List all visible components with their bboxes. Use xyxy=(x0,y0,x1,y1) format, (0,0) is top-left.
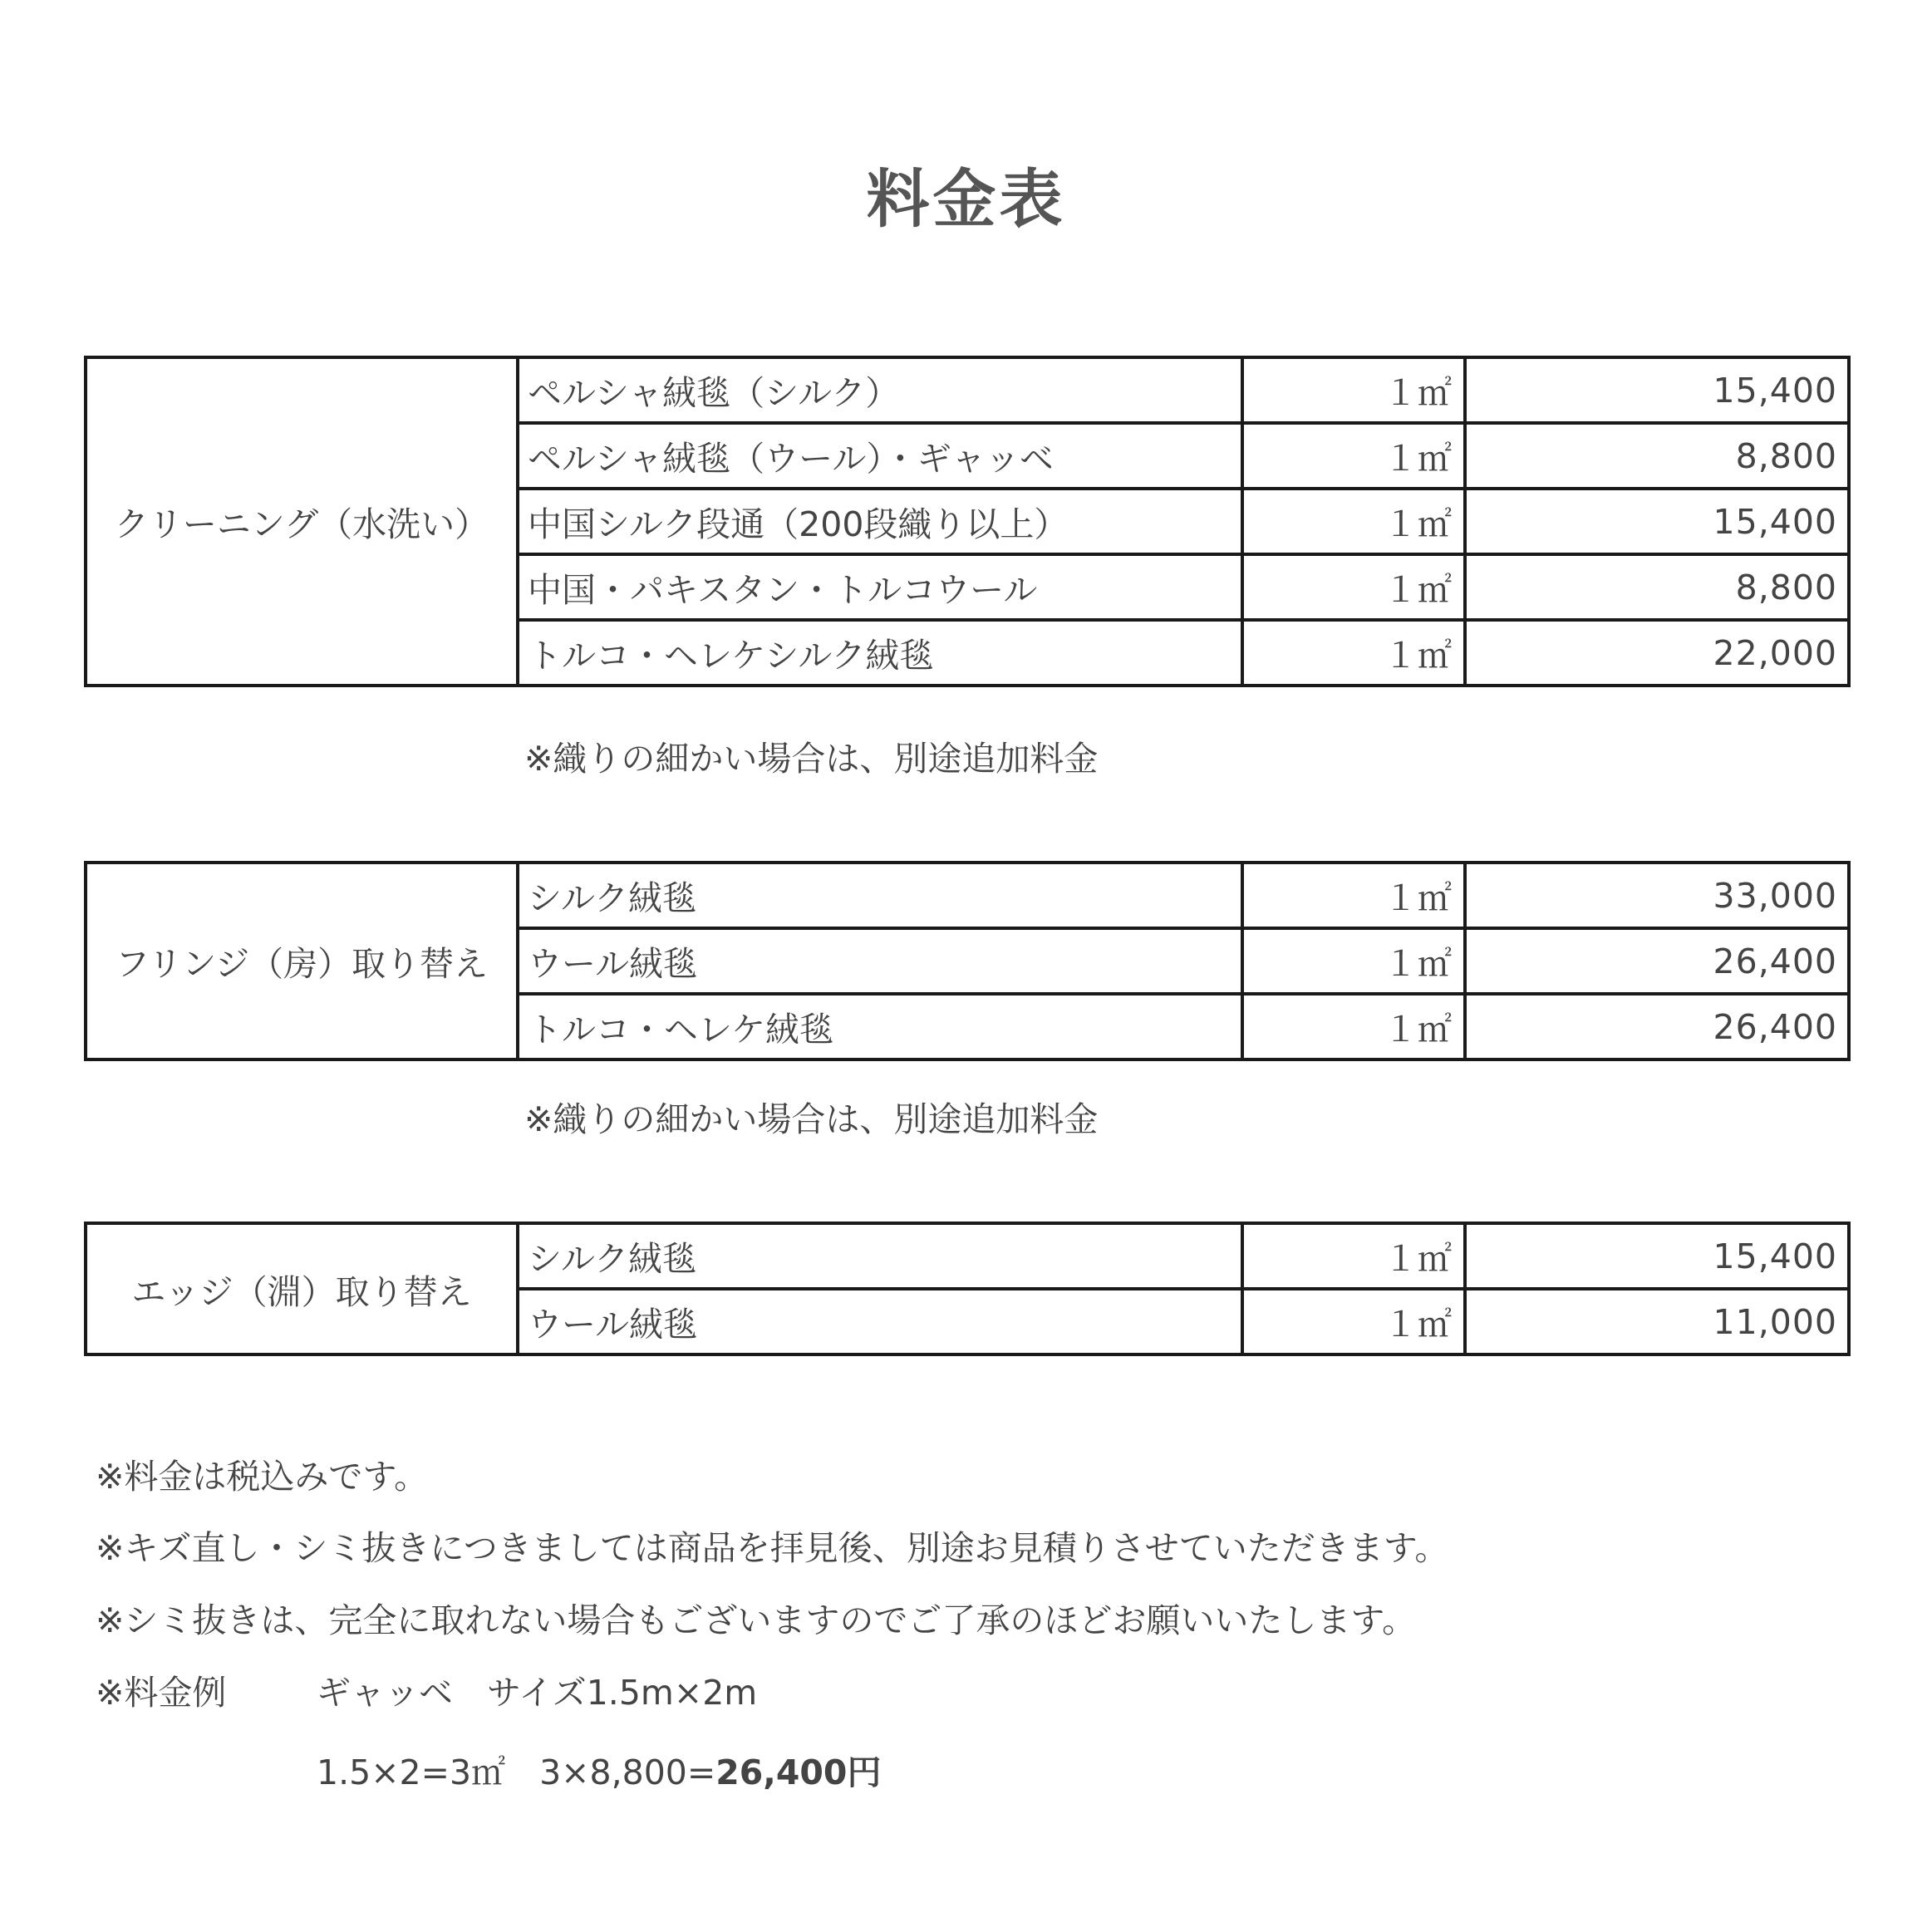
price-cell: 8,800 xyxy=(1465,554,1849,620)
category-cell: クリーニング（水洗い） xyxy=(86,357,518,686)
item-cell: シルク絨毯 xyxy=(518,1223,1242,1289)
footnote-repair: ※キズ直し・シミ抜きにつきましては商品を拝見後、別途お見積りさせていただきます。 xyxy=(96,1528,1449,1568)
unit-cell: １㎡ xyxy=(1242,554,1465,620)
table-row xyxy=(86,863,1849,928)
unit-cell: １㎡ xyxy=(1242,357,1465,423)
price-table-edge xyxy=(84,1222,1851,1356)
footnote-stain: ※シミ抜きは、完全に取れない場合もございますのでご了承のほどお願いいたします。 xyxy=(96,1600,1417,1640)
unit-cell: １㎡ xyxy=(1242,863,1465,928)
page-title: 料金表 xyxy=(866,162,1066,236)
price-cell: 8,800 xyxy=(1465,423,1849,489)
example-description: ギャッベ サイズ1.5m×2m xyxy=(317,1673,758,1713)
table-row xyxy=(86,357,1849,423)
category-cell: フリンジ（房）取り替え xyxy=(86,863,518,1059)
item-cell: ペルシャ絨毯（ウール）・ギャッベ xyxy=(518,423,1242,489)
price-cell: 11,000 xyxy=(1465,1289,1849,1354)
price-cell: 26,400 xyxy=(1465,994,1849,1059)
category-cell: エッジ（淵）取り替え xyxy=(86,1223,518,1354)
item-cell: トルコ・ヘレケシルク絨毯 xyxy=(518,620,1242,686)
unit-cell: １㎡ xyxy=(1242,620,1465,686)
item-cell: 中国・パキスタン・トルコウール xyxy=(518,554,1242,620)
price-cell: 22,000 xyxy=(1465,620,1849,686)
footnote-example xyxy=(96,1665,757,1714)
table-row xyxy=(86,1223,1849,1289)
unit-cell: １㎡ xyxy=(1242,928,1465,994)
item-cell: 中国シルク段通（200段織り以上） xyxy=(518,489,1242,554)
footnote-tax: ※料金は税込みです。 xyxy=(96,1457,429,1497)
item-cell: ウール絨毯 xyxy=(518,928,1242,994)
price-cell: 15,400 xyxy=(1465,1223,1849,1289)
footnote-example-calc xyxy=(317,1745,881,1794)
price-cell: 26,400 xyxy=(1465,928,1849,994)
section-note: ※織りの細かい場合は、別途追加料金 xyxy=(524,739,1099,779)
unit-cell: １㎡ xyxy=(1242,994,1465,1059)
price-table-fringe xyxy=(84,861,1851,1061)
item-cell: シルク絨毯 xyxy=(518,863,1242,928)
example-label: ※料金例 xyxy=(96,1673,227,1713)
price-table-cleaning xyxy=(84,356,1851,687)
example-total: 26,400円 xyxy=(715,1753,882,1792)
unit-cell: １㎡ xyxy=(1242,489,1465,554)
item-cell: ウール絨毯 xyxy=(518,1289,1242,1354)
example-calculation: 1.5×2=3㎡ 3×8,800= xyxy=(317,1753,716,1792)
unit-cell: １㎡ xyxy=(1242,423,1465,489)
unit-cell: １㎡ xyxy=(1242,1289,1465,1354)
item-cell: トルコ・ヘレケ絨毯 xyxy=(518,994,1242,1059)
unit-cell: １㎡ xyxy=(1242,1223,1465,1289)
price-cell: 15,400 xyxy=(1465,357,1849,423)
price-cell: 15,400 xyxy=(1465,489,1849,554)
price-cell: 33,000 xyxy=(1465,863,1849,928)
item-cell: ペルシャ絨毯（シルク） xyxy=(518,357,1242,423)
section-note: ※織りの細かい場合は、別途追加料金 xyxy=(524,1099,1099,1139)
